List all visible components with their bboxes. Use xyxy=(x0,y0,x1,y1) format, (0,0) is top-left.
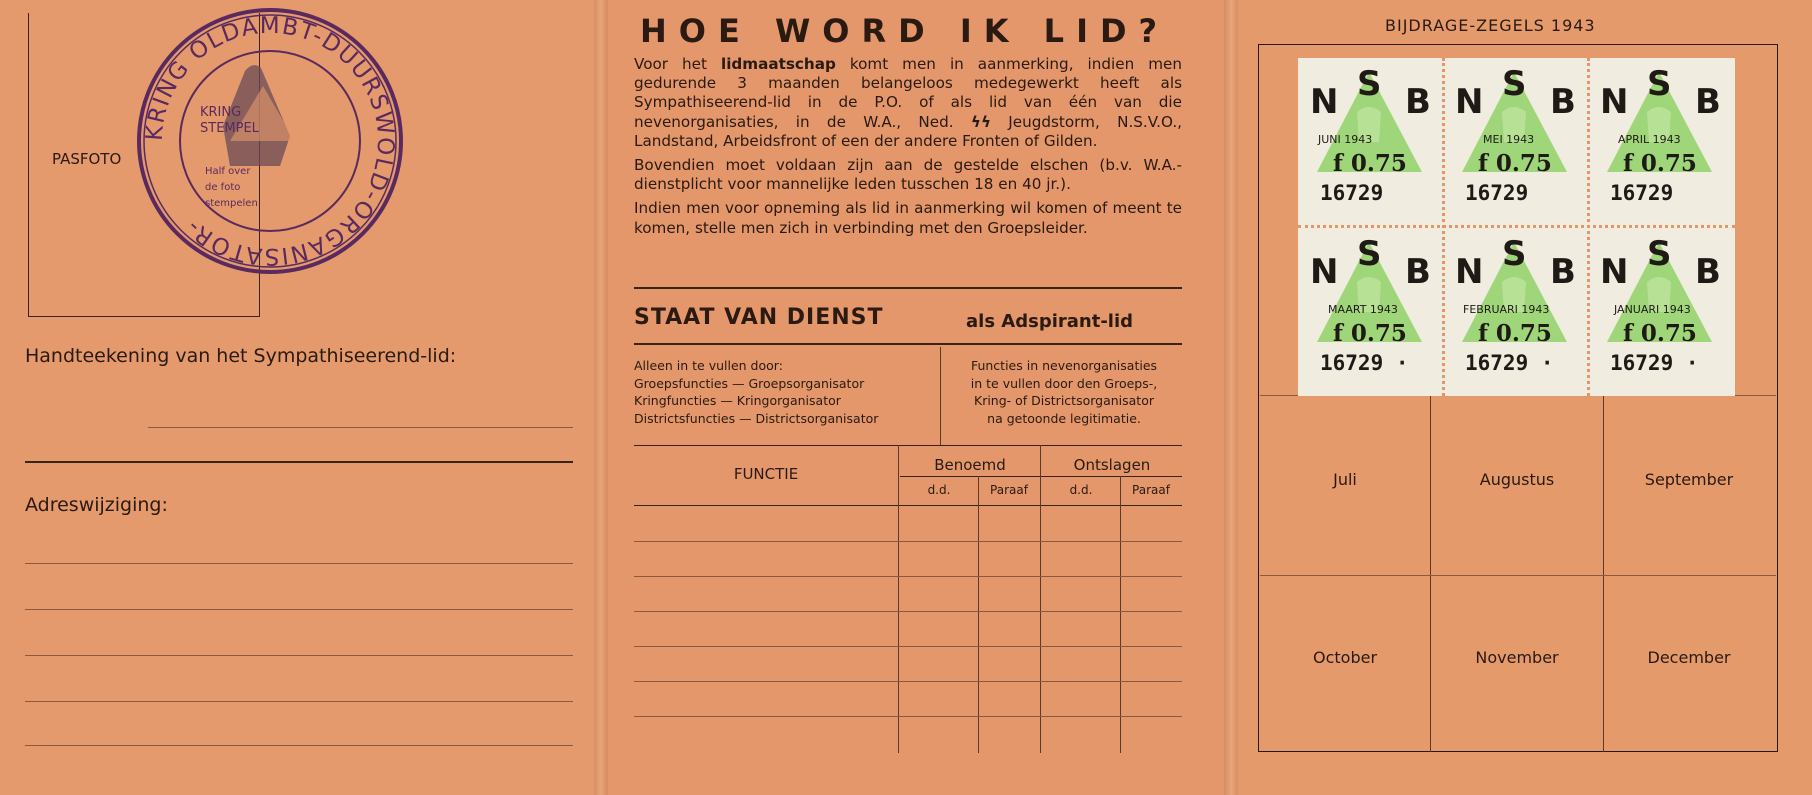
stamp-line: KRING xyxy=(200,105,242,120)
stamp-value: f 0.75 xyxy=(1478,150,1552,177)
letter-b: B xyxy=(1695,82,1721,122)
instruction-line: in te vullen door den Groeps-, xyxy=(970,375,1158,391)
instruction-line: Kringfuncties — Kringorganisator xyxy=(634,393,841,408)
letter-s: S xyxy=(1357,64,1382,104)
text: Voor het xyxy=(634,55,721,73)
stamp-line: STEMPEL xyxy=(200,121,259,136)
month-cell[interactable]: September xyxy=(1644,470,1734,489)
stamp-inner-text xyxy=(200,105,259,137)
divider xyxy=(634,445,1182,446)
stamp-ring-text: KRING OLDAMBT-DUURSWOLD-ORGANISATOR- xyxy=(141,12,399,270)
table-row[interactable] xyxy=(634,646,1182,647)
stamp-number: 16729 xyxy=(1320,181,1384,205)
photo-label: PASFOTO xyxy=(52,150,122,168)
letter-s: S xyxy=(1357,234,1382,274)
contribution-stamp[interactable] xyxy=(1590,60,1730,216)
letter-b: B xyxy=(1550,82,1576,122)
stamp-month: APRIL 1943 xyxy=(1618,133,1681,146)
col-ontslagen: Ontslagen xyxy=(1073,456,1151,474)
instruction-line: na getoonde legitimatie. xyxy=(987,410,1141,426)
text: Jeugdstorm, N.S.V.O., Landstand, Arbeidsfront of een der andere Fronten of Gilden. xyxy=(634,112,1182,150)
month-cell[interactable]: December xyxy=(1647,648,1731,667)
stamp-line: Half over xyxy=(205,166,251,177)
instruction-line: Kring- of Districtsorganisator xyxy=(974,393,1154,408)
stamp-inner-small xyxy=(205,164,261,212)
stamp-month: MEI 1943 xyxy=(1483,133,1535,146)
address-line[interactable] xyxy=(25,609,573,610)
letter-b: B xyxy=(1405,252,1431,292)
fold-crease xyxy=(594,0,608,795)
stamp-line: stempelen. xyxy=(205,198,261,209)
left-panel xyxy=(0,0,600,795)
letter-n: N xyxy=(1600,252,1629,292)
divider xyxy=(25,461,573,463)
stamp-value: f 0.75 xyxy=(1623,320,1697,347)
sub-dd: d.d. xyxy=(1069,483,1093,497)
letter-b: B xyxy=(1405,82,1431,122)
header-line xyxy=(634,505,1182,506)
letter-b: B xyxy=(1550,252,1576,292)
divider xyxy=(940,347,941,445)
header-line xyxy=(900,476,1182,477)
signature-line[interactable] xyxy=(148,427,573,428)
stamp-number: 16729 xyxy=(1610,181,1674,205)
address-line[interactable] xyxy=(25,701,573,702)
instruction-line: Alleen in te vullen door: xyxy=(634,358,783,373)
section-subtitle: als Adspirant-lid xyxy=(966,311,1134,332)
perforation xyxy=(1442,58,1445,396)
grid-line xyxy=(1430,395,1431,752)
ss-rune-symbol: ϟϟ xyxy=(970,112,991,131)
sub-paraaf: Paraaf xyxy=(1132,483,1170,497)
month-cell[interactable]: Juli xyxy=(1333,470,1357,489)
letter-n: N xyxy=(1455,82,1484,122)
col-line xyxy=(1040,445,1041,753)
col-line xyxy=(898,445,899,753)
organisator-stamp xyxy=(135,6,405,276)
col-line xyxy=(978,476,979,753)
contribution-stamp[interactable] xyxy=(1445,60,1585,216)
divider xyxy=(634,287,1182,289)
signature-label: Handteekening van het Sympathiseerend-lid: xyxy=(25,345,457,367)
instruction-line: Functies in nevenorganisaties xyxy=(970,358,1158,373)
perforation xyxy=(1587,58,1590,396)
letter-s: S xyxy=(1502,64,1527,104)
letter-n: N xyxy=(1310,82,1339,122)
address-line[interactable] xyxy=(25,655,573,656)
stamp-number: 16729 · xyxy=(1320,351,1409,375)
month-cell[interactable]: November xyxy=(1475,648,1559,667)
text: komt men in aanmerking, indien men gedurende 3 maanden belangeloos medegewerkt heeft als Sympathiseerend-lid in de P.O. of als lid van één van die nevenorganisaties, in de W.A., Ned. xyxy=(634,55,1182,131)
month-cell[interactable]: Augustus xyxy=(1479,470,1555,489)
col-functie: FUNCTIE xyxy=(733,465,799,483)
stamp-value: f 0.75 xyxy=(1333,150,1407,177)
section-title: STAAT VAN DIENST xyxy=(634,305,884,330)
stamp-number: 16729 · xyxy=(1465,351,1554,375)
stamp-month: JANUARI 1943 xyxy=(1614,303,1691,316)
stamp-month: JUNI 1943 xyxy=(1318,133,1373,146)
letter-n: N xyxy=(1310,252,1339,292)
stamps-title: BIJDRAGE-ZEGELS 1943 xyxy=(1385,16,1596,35)
membership-text xyxy=(634,55,1182,243)
col-benoemd: Benoemd xyxy=(934,456,1006,474)
letter-n: N xyxy=(1455,252,1484,292)
col-line xyxy=(1120,476,1121,753)
letter-n: N xyxy=(1600,82,1629,122)
stamp-value: f 0.75 xyxy=(1333,320,1407,347)
stamp-month: MAART 1943 xyxy=(1328,303,1398,316)
sub-dd: d.d. xyxy=(927,483,951,497)
letter-s: S xyxy=(1647,234,1672,274)
address-line[interactable] xyxy=(25,563,573,564)
page-title: HOE WORD IK LID? xyxy=(640,12,1170,50)
contribution-stamp[interactable] xyxy=(1300,230,1440,386)
paragraph xyxy=(634,55,1182,151)
instruction-line: Groepsfuncties — Groepsorganisator xyxy=(634,375,865,391)
grid-line xyxy=(1260,575,1776,576)
letter-s: S xyxy=(1502,234,1527,274)
stamp-value: f 0.75 xyxy=(1478,320,1552,347)
fill-instructions-left xyxy=(634,357,878,427)
stamp-line: de foto xyxy=(205,182,241,193)
bold-text: lidmaatschap xyxy=(721,55,836,73)
month-cell[interactable]: October xyxy=(1312,648,1378,667)
contribution-stamp[interactable] xyxy=(1590,230,1730,386)
stamp-value: f 0.75 xyxy=(1623,150,1697,177)
instruction-line: Districtsfuncties — Districtsorganisator xyxy=(634,410,879,426)
table-row[interactable] xyxy=(634,681,1182,682)
perforation xyxy=(1298,225,1735,228)
contribution-stamp[interactable] xyxy=(1445,230,1585,386)
sub-paraaf: Paraaf xyxy=(990,483,1028,497)
address-line[interactable] xyxy=(25,745,573,746)
divider xyxy=(634,343,1182,345)
paragraph: Bovendien moet voldaan zijn aan de gestelde elschen (b.v. W.A.-dienstplicht voor mannelijke leden tusschen 18 en 40 jr.). xyxy=(634,156,1182,194)
table-row[interactable] xyxy=(634,541,1182,542)
letter-s: S xyxy=(1647,64,1672,104)
address-label: Adreswijziging: xyxy=(25,494,168,516)
table-row[interactable] xyxy=(634,716,1182,717)
stamp-number: 16729 xyxy=(1465,181,1529,205)
fill-instructions-right xyxy=(944,357,1184,427)
stamp-number: 16729 · xyxy=(1610,351,1699,375)
contribution-stamp[interactable] xyxy=(1300,60,1440,216)
fold-crease xyxy=(1224,0,1238,795)
table-row[interactable] xyxy=(634,611,1182,612)
grid-line xyxy=(1603,395,1604,752)
paragraph: Indien men voor opneming als lid in aanmerking wil komen of meent te komen, stelle men zich in verbinding met den Groepsleider. xyxy=(634,199,1182,237)
table-row[interactable] xyxy=(634,576,1182,577)
stamp-month: FEBRUARI 1943 xyxy=(1463,303,1550,316)
letter-b: B xyxy=(1695,252,1721,292)
